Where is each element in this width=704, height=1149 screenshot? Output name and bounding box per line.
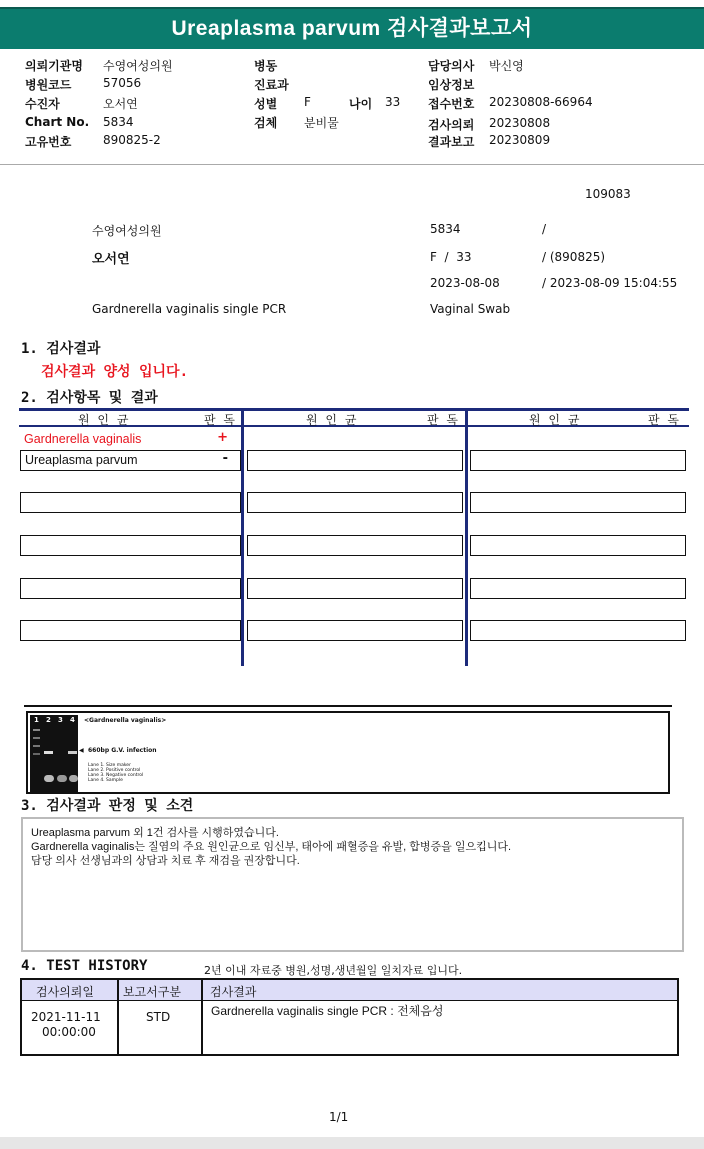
test-name: Gardnerella vaginalis single PCR	[92, 302, 287, 316]
history-divider	[117, 980, 119, 1054]
empty-result-box	[470, 535, 686, 556]
empty-result-box	[470, 620, 686, 641]
column-header-judge: 판 독	[204, 413, 237, 427]
header-label: Chart No.	[25, 115, 90, 129]
gel-legend: Lane 2. Positive control	[88, 768, 141, 773]
history-header: 보고서구분	[123, 985, 181, 999]
gel-band	[33, 745, 40, 747]
opinion-line: 담당 의사 선생님과의 상담과 치료 후 재검을 권장합니다.	[31, 855, 300, 867]
gel-band-label: 660bp G.V. infection	[88, 747, 157, 754]
empty-result-box	[247, 620, 463, 641]
gel-title: <Gardnerella vaginalis>	[84, 717, 167, 724]
lane-number: 2	[46, 716, 51, 724]
result-row	[20, 450, 241, 471]
header-label: 검체	[254, 116, 278, 130]
empty-result-box	[247, 578, 463, 599]
header-label: 성별	[254, 97, 278, 111]
opinion-line: Gardnerella vaginalis는 질염의 주요 원인균으로 임신부, 태아에 패혈증을 유발, 합병증을 일으킵니다.	[31, 841, 512, 853]
request-date: 2023-08-08	[430, 276, 500, 290]
gel-band	[33, 753, 40, 755]
header-value: 20230809	[489, 133, 551, 147]
history-divider	[201, 980, 203, 1054]
specimen-type: Vaginal Swab	[430, 302, 511, 316]
judge-mark: +	[217, 430, 228, 445]
header-value: 20230808	[489, 116, 551, 130]
judge-mark: -	[222, 451, 228, 466]
header-value: 분비물	[304, 116, 339, 130]
header-label: 진료과	[254, 78, 289, 92]
empty-result-box	[247, 535, 463, 556]
grid-divider	[241, 408, 244, 666]
gel-band	[57, 775, 67, 782]
lane-number: 1	[34, 716, 39, 724]
birth-date: / (890825)	[542, 250, 606, 264]
gel-band	[33, 729, 40, 731]
header-label: 담당의사	[428, 59, 475, 73]
history-note: 2년 이내 자료중 병원,성명,생년월일 일치자료 입니다.	[204, 964, 463, 977]
lane-number: 4	[70, 716, 75, 724]
grid-divider	[465, 408, 468, 666]
section4-heading: 4. TEST HISTORY	[21, 958, 148, 974]
header-label: 병원코드	[25, 78, 72, 92]
column-header-judge: 판 독	[427, 413, 460, 427]
opinion-box	[21, 817, 684, 952]
history-header: 검사결과	[210, 985, 257, 999]
gel-legend: Lane 1. Size maker	[88, 763, 131, 768]
header-label: 의뢰기관명	[25, 59, 83, 73]
empty-result-box	[470, 492, 686, 513]
header-value: 33	[385, 95, 401, 109]
section1-heading: 1. 검사결과	[21, 341, 101, 357]
gel-top-rule	[24, 705, 672, 707]
column-header-organism: 원 인 균	[529, 413, 582, 427]
header-label: 수진자	[25, 97, 60, 111]
chart-number: 5834	[430, 222, 461, 236]
clinic-name: 수영여성의원	[92, 224, 162, 238]
column-header-organism: 원 인 균	[78, 413, 131, 427]
empty-result-box	[20, 492, 241, 513]
history-date: 2021-11-11	[31, 1010, 101, 1024]
report-datetime: / 2023-08-09 15:04:55	[542, 276, 678, 290]
empty-result-box	[247, 492, 463, 513]
opinion-line: Ureaplasma parvum 외 1건 검사를 시행하였습니다.	[31, 827, 279, 839]
gel-band	[69, 775, 78, 782]
report-title: Ureaplasma parvum 검사결과보고서	[0, 7, 704, 49]
empty-result-box	[247, 450, 463, 471]
header-value: F	[304, 95, 311, 109]
header-value: 수영여성의원	[103, 59, 173, 73]
header-label: 접수번호	[428, 97, 475, 111]
separator: /	[542, 222, 547, 236]
header-label: 임상정보	[428, 78, 475, 92]
section3-heading: 3. 검사결과 판정 및 소견	[21, 798, 194, 814]
organism-name: Gardnerella vaginalis	[24, 432, 142, 446]
gel-band	[33, 737, 40, 739]
header-value: 5834	[103, 115, 134, 129]
result-summary: 검사결과 양성 입니다.	[41, 364, 189, 380]
gel-band	[68, 751, 77, 754]
result-row-positive	[20, 430, 240, 450]
sex-age: F / 33	[430, 250, 472, 264]
header-value: 20230808-66964	[489, 95, 593, 109]
empty-result-box	[20, 620, 241, 641]
empty-result-box	[470, 578, 686, 599]
gel-panel	[26, 711, 670, 794]
history-table	[20, 978, 679, 1056]
empty-result-box	[20, 578, 241, 599]
gel-legend: Lane 4. Sample	[88, 778, 123, 783]
history-time: 00:00:00	[42, 1025, 96, 1039]
header-value: 오서연	[103, 97, 138, 111]
header-label: 검사의뢰	[428, 118, 475, 132]
gel-band	[44, 775, 54, 782]
history-header: 검사의뢰일	[36, 985, 94, 999]
column-header-judge: 판 독	[648, 413, 681, 427]
gel-legend: Lane 3. Negative control	[88, 773, 144, 778]
history-header-row	[22, 980, 677, 1001]
footer-bar	[0, 1137, 704, 1149]
lane-number: 3	[58, 716, 63, 724]
header-divider	[0, 164, 704, 165]
empty-result-box	[470, 450, 686, 471]
header-label: 결과보고	[428, 135, 475, 149]
organism-name: Ureaplasma parvum	[25, 453, 138, 467]
patient-name: 오서연	[92, 252, 130, 267]
empty-result-box	[20, 535, 241, 556]
header-label: 고유번호	[25, 135, 72, 149]
header-value: 57056	[103, 76, 142, 90]
column-header-organism: 원 인 균	[306, 413, 359, 427]
history-type: STD	[146, 1010, 171, 1024]
header-value: 890825-2	[103, 133, 161, 147]
arrow-icon: ◀	[79, 747, 84, 754]
report-number: 109083	[585, 187, 631, 201]
gel-image	[30, 715, 78, 792]
header-value: 박신영	[489, 59, 524, 73]
section2-heading: 2. 검사항목 및 결과	[21, 390, 158, 406]
page-number: 1/1	[329, 1110, 349, 1124]
history-result: Gardnerella vaginalis single PCR : 전체음성	[211, 1004, 444, 1018]
header-label: 병동	[254, 59, 278, 73]
gel-band	[44, 751, 53, 754]
header-label: 나이	[349, 97, 373, 111]
